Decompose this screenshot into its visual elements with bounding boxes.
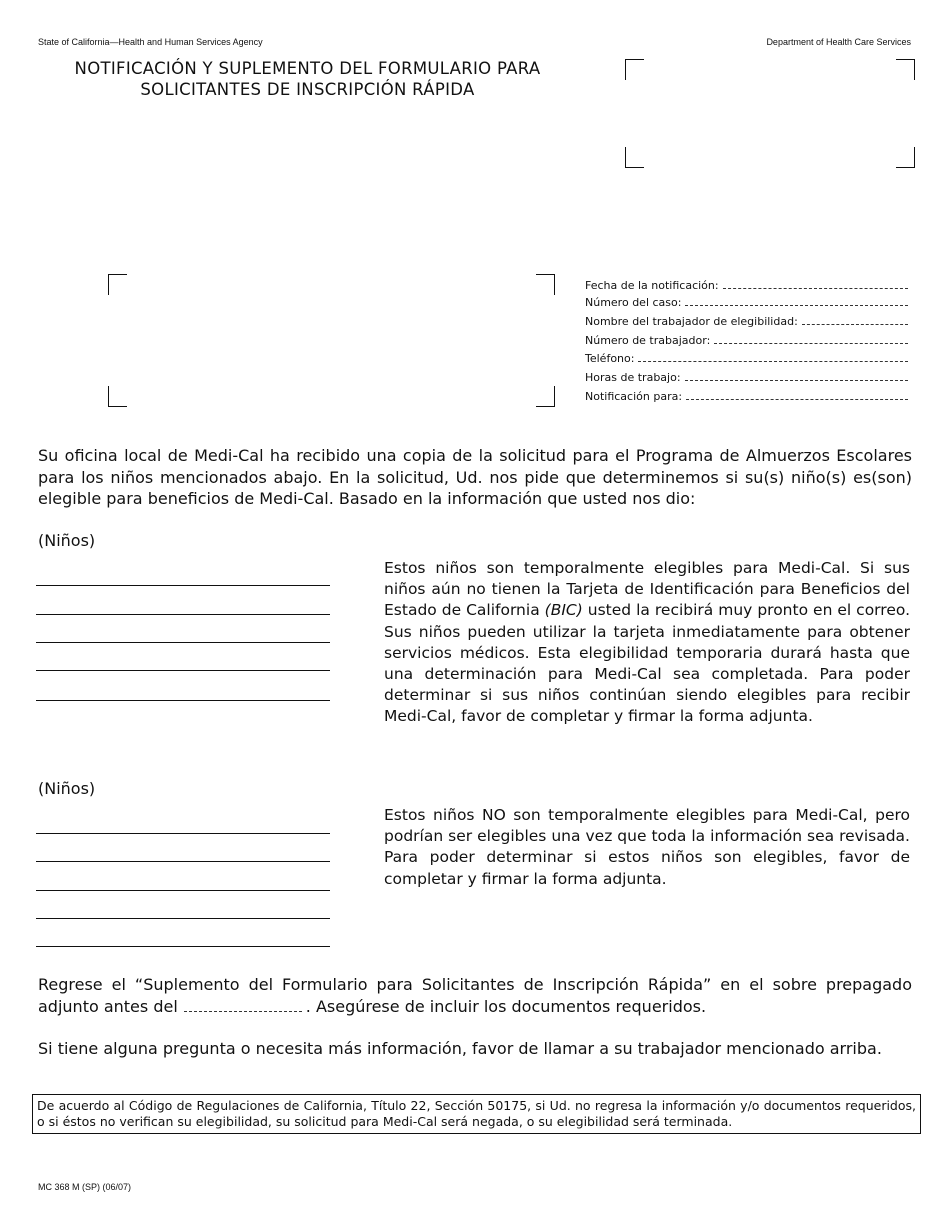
corner-mark xyxy=(108,274,127,295)
eligible-text-part-2: usted la recibirá muy pronto en el correo. Sus niños pueden utilizar la tarjeta inmediatamente para obtener servicios médicos. Esta elegibilidad temporaria durará hasta que una determinación para Medi-Cal sea completada. Para poder determinar si sus niños continúan siendo elegibles para recibir Medi-Cal, favor de completar y firmar la forma adjunta. xyxy=(384,601,910,726)
notification-for-field[interactable] xyxy=(585,390,908,403)
legal-notice-box: De acuerdo al Código de Regulaciones de California, Título 22, Sección 50175, si Ud. no regresa la información y/o documentos requeridos, o si éstos no verifican su elegibilidad, su solicitud para Medi-Cal será negada, o su elegibilidad será terminada. xyxy=(32,1094,921,1134)
child-name-line[interactable] xyxy=(36,918,330,919)
return-text: Regrese el “Suplemento del Formulario para Solicitantes de Inscripción Rápida” en el sobre prepagado adjunto antes del xyxy=(38,975,912,1016)
corner-mark xyxy=(625,59,644,80)
corner-mark xyxy=(625,147,644,168)
form-title xyxy=(40,58,575,100)
form-title-line-2: SOLICITANTES DE INSCRIPCIÓN RÁPIDA xyxy=(140,80,475,99)
not-eligible-children-text: Estos niños NO son temporalmente elegibles para Medi-Cal, pero podrían ser elegibles una vez que toda la información sea revisada. Para poder determinar si estos niños son elegibles, favor de completar y firmar la forma adjunta. xyxy=(384,806,910,888)
field-label: Teléfono: xyxy=(585,352,635,365)
fill-line[interactable] xyxy=(802,315,908,325)
return-text-end: . Asegúrese de incluir los documentos requeridos. xyxy=(305,996,707,1016)
corner-mark xyxy=(108,386,127,407)
agency-header: State of California—Health and Human Services Agency xyxy=(38,37,263,47)
child-name-line[interactable] xyxy=(36,861,330,862)
questions-paragraph: Si tiene alguna pregunta o necesita más información, favor de llamar a su trabajador mencionado arriba. xyxy=(38,1039,882,1058)
child-name-line[interactable] xyxy=(36,614,330,615)
corner-mark xyxy=(536,386,555,407)
fill-line[interactable] xyxy=(714,334,908,344)
return-date-blank[interactable] xyxy=(184,999,302,1012)
form-id: MC 368 M (SP) (06/07) xyxy=(38,1182,132,1192)
corner-mark xyxy=(896,147,915,168)
child-name-line[interactable] xyxy=(36,890,330,891)
fill-line[interactable] xyxy=(723,279,908,289)
work-hours-field[interactable] xyxy=(585,371,908,384)
eligible-text-part-1: Estos niños son temporalmente elegibles para Medi-Cal. Si sus niños aún no tienen la Tarjeta de Identificación para Beneficios del Estado de California xyxy=(384,559,910,620)
eligible-children-label: (Niños) xyxy=(38,531,96,550)
field-label: Fecha de la notificación: xyxy=(585,279,719,292)
child-name-line[interactable] xyxy=(36,833,330,834)
child-name-line[interactable] xyxy=(36,670,330,671)
case-number-field[interactable] xyxy=(585,296,908,309)
intro-paragraph: Su oficina local de Medi-Cal ha recibido una copia de la solicitud para el Programa de Almuerzos Escolares para los niños mencionados abajo. En la solicitud, Ud. nos pide que determinemos si su(s) niño(s) es(son) elegible para beneficios de Medi-Cal. Basado en la información que usted nos dio: xyxy=(38,446,912,508)
fill-line[interactable] xyxy=(686,390,908,400)
field-label: Horas de trabajo: xyxy=(585,371,681,384)
child-name-line[interactable] xyxy=(36,642,330,643)
form-title-line-1: NOTIFICACIÓN Y SUPLEMENTO DEL FORMULARIO PARA xyxy=(74,59,541,78)
not-eligible-children-label: (Niños) xyxy=(38,779,96,798)
eligible-children-text xyxy=(384,558,910,728)
worker-number-field[interactable] xyxy=(585,334,908,347)
department-header: Department of Health Care Services xyxy=(766,37,911,47)
field-label: Notificación para: xyxy=(585,390,683,403)
fill-line[interactable] xyxy=(685,371,908,381)
child-name-line[interactable] xyxy=(36,585,330,586)
return-instructions xyxy=(38,974,912,1017)
child-name-line[interactable] xyxy=(36,946,330,947)
corner-mark xyxy=(536,274,555,295)
eligibility-worker-name-field[interactable] xyxy=(585,315,908,328)
phone-field[interactable] xyxy=(585,352,908,365)
fill-line[interactable] xyxy=(685,296,908,306)
notification-date-field[interactable] xyxy=(585,279,908,292)
corner-mark xyxy=(896,59,915,80)
field-label: Número de trabajador: xyxy=(585,334,711,347)
child-name-line[interactable] xyxy=(36,700,330,701)
bic-abbreviation: (BIC) xyxy=(544,601,583,620)
fill-line[interactable] xyxy=(638,352,908,362)
field-label: Número del caso: xyxy=(585,296,682,309)
field-label: Nombre del trabajador de elegibilidad: xyxy=(585,315,798,328)
